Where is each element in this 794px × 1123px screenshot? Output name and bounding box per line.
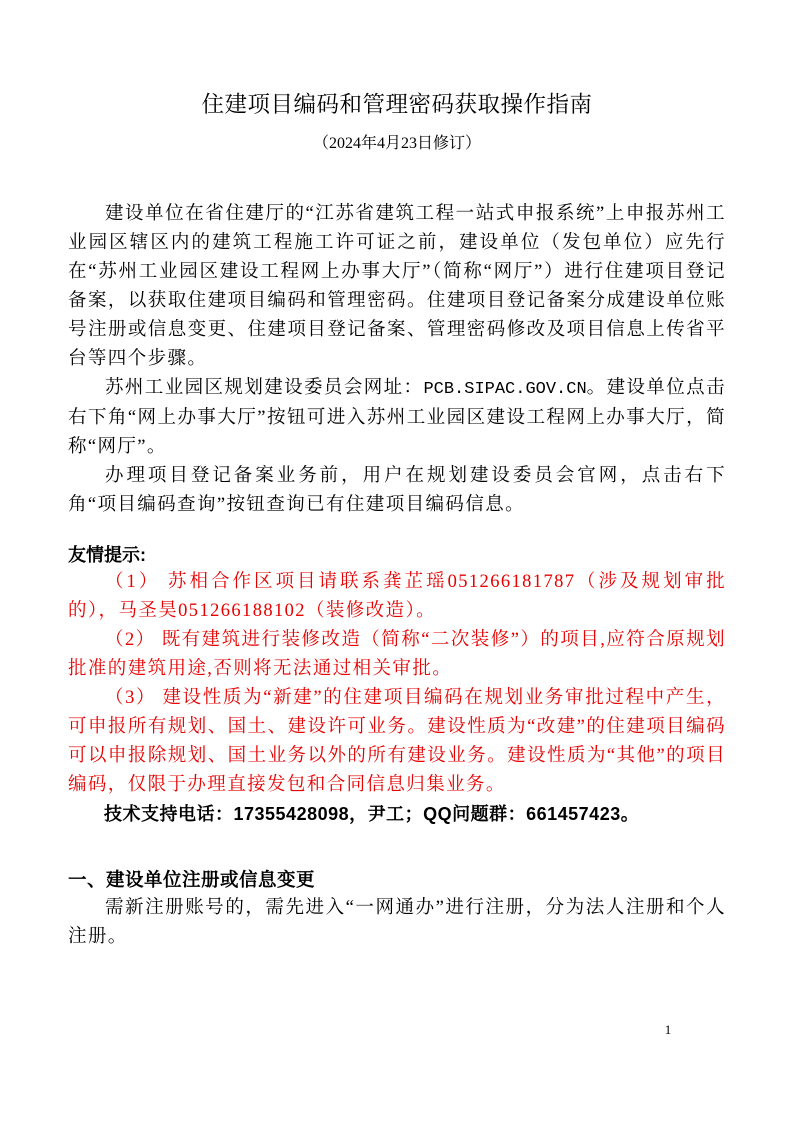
document-content bbox=[68, 0, 726, 952]
section-1-paragraph: 需新注册账号的，需先进入“一网通办”进行注册，分为法人注册和个人注册。 bbox=[68, 898, 726, 947]
tip-item-2: （2） 既有建筑进行装修改造（简称“二次装修”）的项目,应符合原规划批准的建筑用途,否则将无法通过相关审批。 bbox=[68, 630, 726, 679]
intro-paragraph-2-text-before-url: 苏州工业园区规划建设委员会网址： bbox=[105, 378, 424, 398]
intro-paragraph-2-text-after-url: 。建设单位点击右下角“网上办事大厅”按钮可进入苏州工业园区建设工程网上办事大厅，简称“网厅”。 bbox=[68, 378, 726, 457]
intro-paragraph-3: 办理项目登记备案业务前，用户在规划建设委员会官网，点击右下角“项目编码查询”按钮查询已有住建项目编码信息。 bbox=[68, 466, 726, 515]
page-number: 1 bbox=[664, 1022, 672, 1037]
document-title: 住建项目编码和管理密码获取操作指南 bbox=[201, 92, 593, 117]
intro-paragraph-2 bbox=[68, 374, 726, 462]
section-1-heading: 一、建设单位注册或信息变更 bbox=[68, 869, 316, 890]
intro-paragraph-1: 建设单位在省住建厅的“江苏省建筑工程一站式申报系统”上申报苏州工业园区辖区内的建筑工程施工许可证之前，建设单位（发包单位）应先行在“苏州工业园区建设工程网上办事大厅”（简称“网厅”）进行住建项目登记备案，以获取住建项目编码和管理密码。住建项目登记备案分成建设单位账号注册或信息变更、住建项目登记备案、管理密码修改及项目信息上传省平台等四个步骤。 bbox=[68, 204, 726, 369]
document-subtitle: （2024年4月23日修订） bbox=[312, 135, 481, 152]
committee-website-url: PCB.SIPAC.GOV.CN bbox=[423, 380, 587, 399]
tip-item-3: （3） 建设性质为“新建”的住建项目编码在规划业务审批过程中产生，可申报所有规划、国土、建设许可业务。建设性质为“改建”的住建项目编码可以申报除规划、国土业务以外的所有建设业务。建设性质为“其他”的项目编码，仅限于办理直接发包和合同信息归集业务。 bbox=[68, 688, 726, 795]
friendly-tips-heading: 友情提示: bbox=[68, 545, 146, 565]
tip-item-1: （1） 苏相合作区项目请联系龚芷瑶051266181787（涉及规划审批的），马圣昊051266188102（装修改造）。 bbox=[68, 572, 726, 621]
technical-support-contact: 技术支持电话：17355428098，尹工；QQ问题群：661457423。 bbox=[104, 804, 640, 824]
